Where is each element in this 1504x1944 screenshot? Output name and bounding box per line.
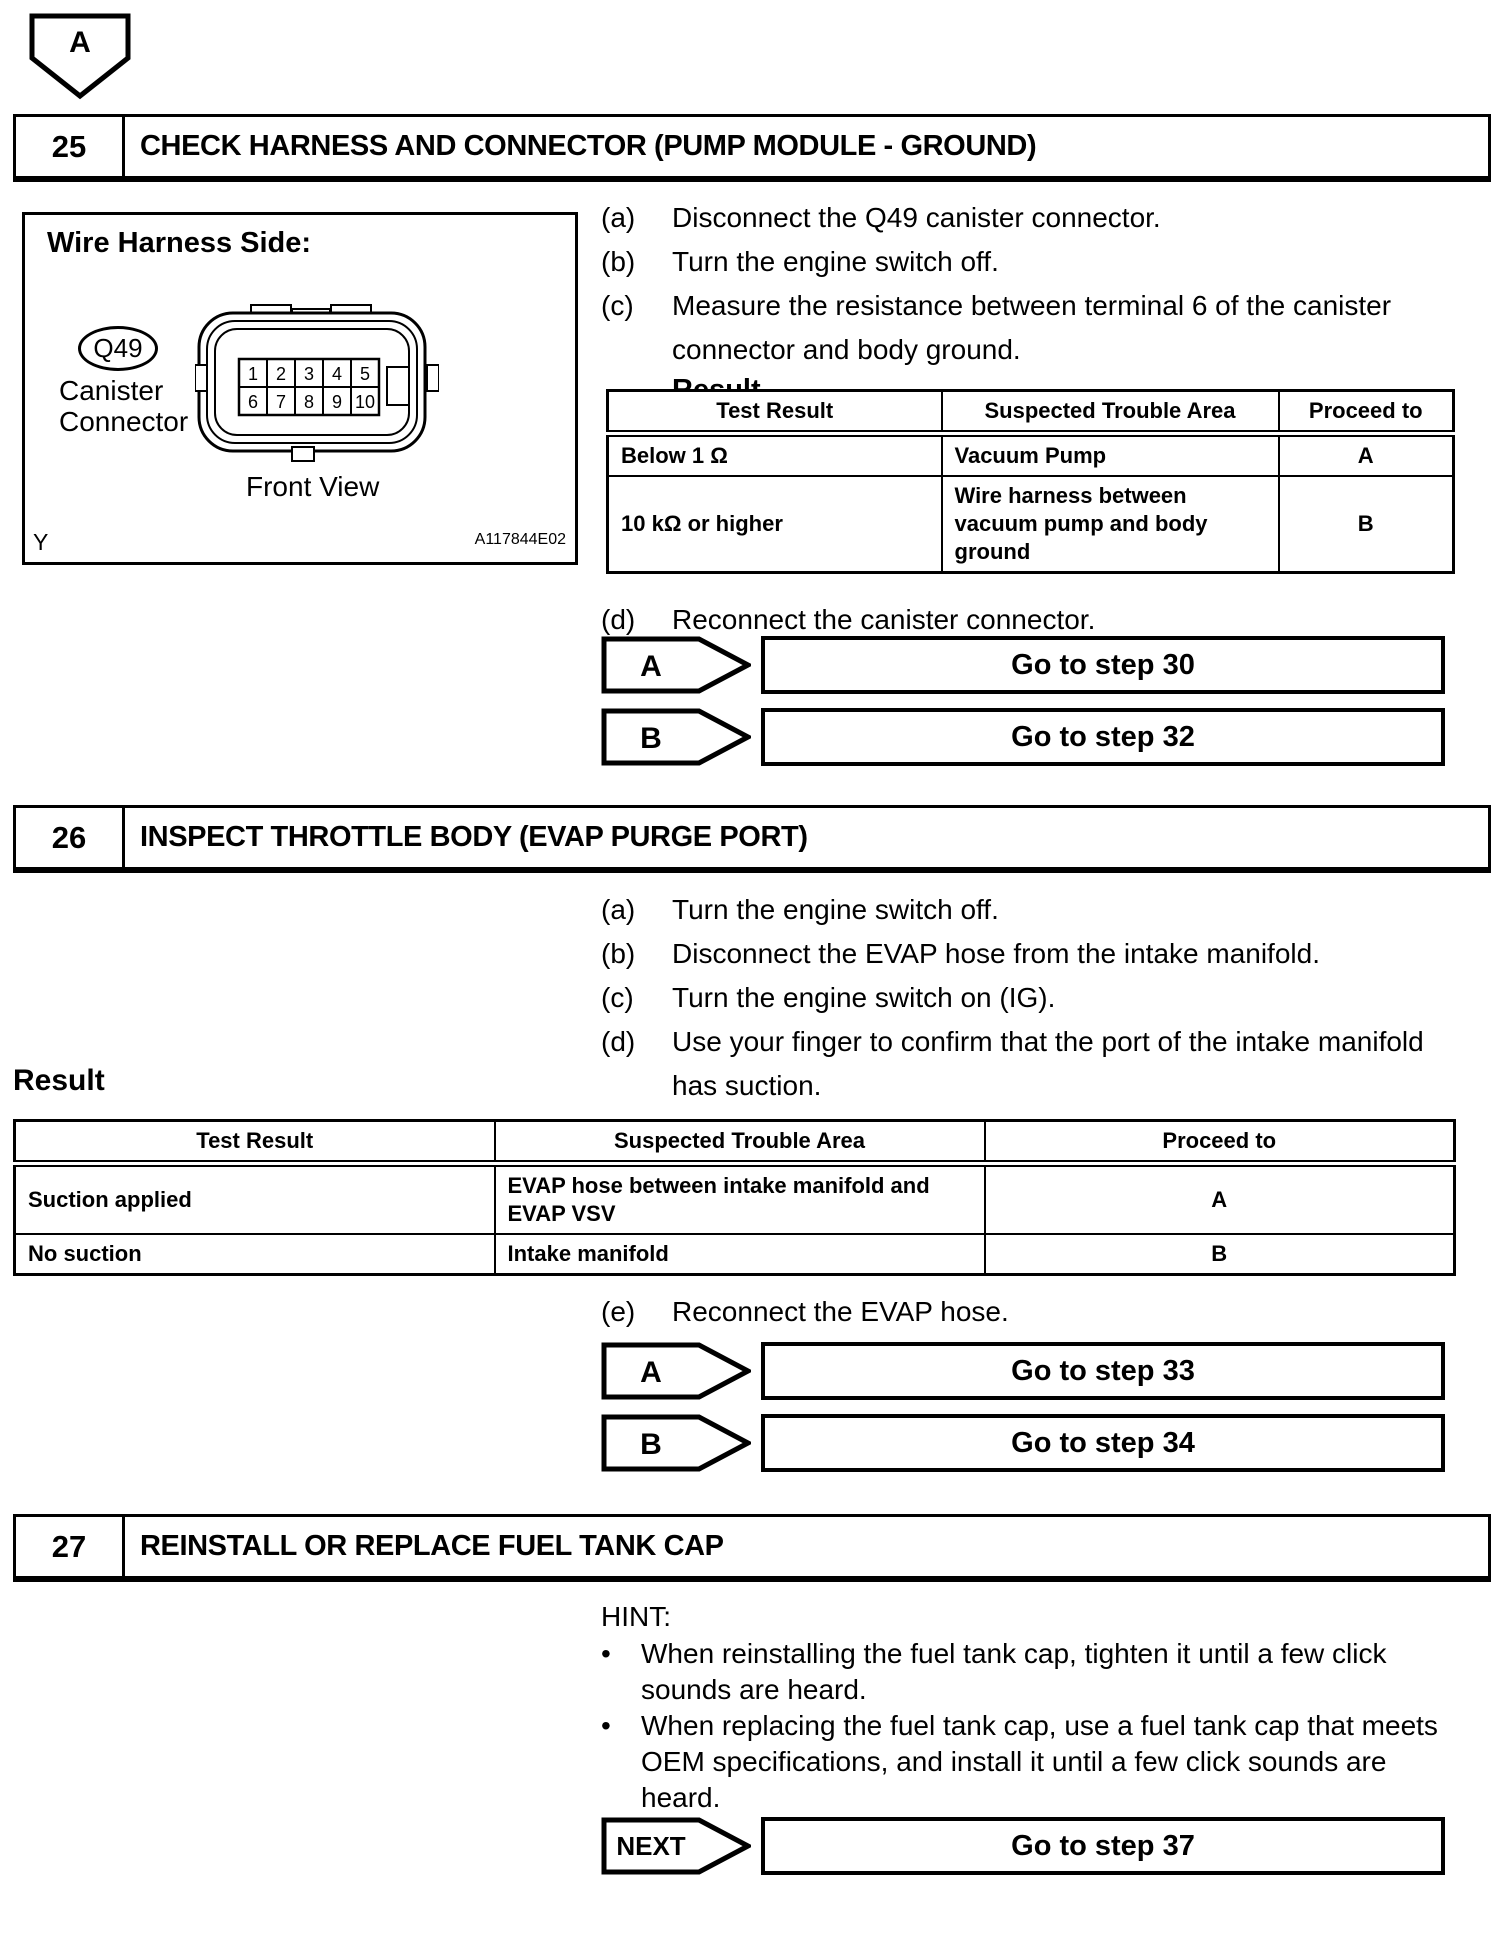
step-27-hint — [601, 1598, 1461, 1816]
table-header-row — [15, 1121, 1455, 1164]
step-25-header — [13, 114, 1491, 182]
branch-label: B — [640, 722, 662, 755]
table-header-row — [608, 391, 1454, 434]
substep-marker: (a) — [601, 202, 636, 233]
flow-connector-label: A — [69, 26, 91, 59]
hint-text: When reinstalling the fuel tank cap, tighten it until a few click sounds are heard. — [641, 1638, 1387, 1705]
step-26-number: 26 — [16, 808, 125, 867]
figure-corner-mark: Y — [33, 529, 49, 555]
substep-text: Reconnect the canister connector. — [672, 604, 1096, 635]
substep-text: Disconnect the EVAP hose from the intake manifold. — [672, 938, 1320, 969]
branch-a-arrow-icon — [601, 636, 751, 694]
branch-row-next — [601, 1817, 1445, 1875]
substep-text: Turn the engine switch on (IG). — [672, 982, 1056, 1013]
next-arrow-icon — [601, 1817, 751, 1875]
figure-caption: Front View — [246, 471, 380, 502]
branch-action: Go to step 30 — [761, 636, 1445, 694]
flow-connector-arrow-icon — [28, 12, 132, 102]
step-26-title: INSPECT THROTTLE BODY (EVAP PURGE PORT) — [140, 821, 808, 853]
column-header: Suspected Trouble Area — [942, 391, 1279, 434]
step-27-title: REINSTALL OR REPLACE FUEL TANK CAP — [140, 1530, 724, 1562]
test-result-cell: Suction applied — [15, 1164, 495, 1235]
column-header: Suspected Trouble Area — [495, 1121, 985, 1164]
branch-label: A — [640, 1356, 662, 1389]
branch-action: Go to step 32 — [761, 708, 1445, 766]
test-result-cell: Below 1 Ω — [608, 434, 942, 477]
branch-label: A — [640, 650, 662, 683]
step-26-header — [13, 805, 1491, 873]
column-header: Test Result — [608, 391, 942, 434]
branch-row-a — [601, 1342, 1445, 1400]
branch-row-b — [601, 708, 1445, 766]
bullet-icon: • — [601, 1638, 611, 1669]
connector-front-view-diagram — [195, 303, 439, 465]
substep — [601, 932, 1451, 976]
substep — [601, 284, 1451, 372]
result-table-step-25 — [606, 389, 1455, 574]
substep — [601, 1020, 1451, 1108]
substep-marker: (d) — [601, 604, 636, 635]
column-header: Test Result — [15, 1121, 495, 1164]
trouble-area-cell: EVAP hose between intake manifold and EVAP VSV — [495, 1164, 985, 1235]
step-26-post-step — [601, 1290, 1451, 1334]
substep-text: Turn the engine switch off. — [672, 894, 999, 925]
substep-text: Measure the resistance between terminal 6 of the canister connector and body ground. — [672, 290, 1392, 365]
branch-a-arrow-icon — [601, 1342, 751, 1400]
column-header: Proceed to — [985, 1121, 1455, 1164]
connector-name-line2: Connector — [59, 406, 189, 437]
svg-text:6: 6 — [247, 392, 259, 412]
branch-action: Go to step 37 — [761, 1817, 1445, 1875]
svg-text:2: 2 — [275, 364, 287, 384]
result-table-step-26 — [13, 1119, 1456, 1276]
hint-label: HINT: — [601, 1601, 671, 1632]
substep — [601, 976, 1451, 1020]
substep-marker: (b) — [601, 246, 636, 277]
figure-code: A117844E02 — [474, 531, 566, 548]
svg-text:9: 9 — [331, 392, 343, 412]
trouble-area-cell: Wire harness between vacuum pump and body ground — [942, 476, 1279, 573]
substep-marker: (b) — [601, 938, 636, 969]
step-26-substeps — [601, 888, 1451, 1108]
substep-marker: (d) — [601, 1026, 636, 1057]
figure-title: Wire Harness Side: — [47, 227, 312, 259]
result-label: Result — [13, 1064, 105, 1097]
proceed-to-cell: A — [985, 1164, 1455, 1235]
connector-name-label — [59, 375, 188, 437]
branch-action: Go to step 33 — [761, 1342, 1445, 1400]
test-result-cell: No suction — [15, 1234, 495, 1275]
substep-text: Turn the engine switch off. — [672, 246, 999, 277]
substep-text: Disconnect the Q49 canister connector. — [672, 202, 1161, 233]
table-row — [608, 434, 1454, 477]
column-header: Proceed to — [1279, 391, 1454, 434]
step-27-number: 27 — [16, 1517, 125, 1576]
hint-text: When replacing the fuel tank cap, use a fuel tank cap that meets OEM specifications, and install it until a few click sounds are heard. — [641, 1710, 1438, 1813]
trouble-area-cell: Intake manifold — [495, 1234, 985, 1275]
figure-box — [22, 212, 578, 565]
step-25-number: 25 — [16, 117, 125, 176]
svg-text:8: 8 — [303, 392, 315, 412]
svg-text:3: 3 — [303, 364, 315, 384]
svg-text:5: 5 — [359, 364, 371, 384]
svg-text:7: 7 — [275, 392, 287, 412]
substep-text: Reconnect the EVAP hose. — [672, 1296, 1009, 1327]
substep — [601, 888, 1451, 932]
branch-b-arrow-icon — [601, 1414, 751, 1472]
substep-marker: (c) — [601, 982, 634, 1013]
branch-label: B — [640, 1428, 662, 1461]
substep-marker: (e) — [601, 1296, 636, 1327]
substep — [601, 240, 1451, 284]
svg-text:4: 4 — [331, 364, 343, 384]
hint-item — [601, 1708, 1461, 1816]
bullet-icon: • — [601, 1710, 611, 1741]
proceed-to-cell: B — [1279, 476, 1454, 573]
svg-text:10: 10 — [354, 392, 376, 412]
branch-row-a — [601, 636, 1445, 694]
substep-marker: (c) — [601, 290, 634, 321]
step-27-header — [13, 1514, 1491, 1582]
branch-b-arrow-icon — [601, 708, 751, 766]
step-25-title: CHECK HARNESS AND CONNECTOR (PUMP MODULE - GROUND) — [140, 130, 1037, 162]
hint-item — [601, 1636, 1461, 1708]
branch-action: Go to step 34 — [761, 1414, 1445, 1472]
svg-text:1: 1 — [247, 364, 259, 384]
step-25-substeps — [601, 196, 1451, 407]
branch-row-b — [601, 1414, 1445, 1472]
table-row — [608, 476, 1454, 573]
branch-label: NEXT — [616, 1831, 686, 1861]
proceed-to-cell: B — [985, 1234, 1455, 1275]
substep — [601, 196, 1451, 240]
test-result-cell: 10 kΩ or higher — [608, 476, 942, 573]
proceed-to-cell: A — [1279, 434, 1454, 477]
substep-marker: (a) — [601, 894, 636, 925]
flow-connector-marker — [28, 12, 132, 107]
table-row — [15, 1164, 1455, 1235]
substep-text: Use your finger to confirm that the port of the intake manifold has suction. — [672, 1026, 1424, 1101]
connector-name-line1: Canister — [59, 375, 164, 406]
trouble-area-cell: Vacuum Pump — [942, 434, 1279, 477]
connector-id-badge: Q49 — [78, 326, 158, 371]
table-row — [15, 1234, 1455, 1275]
substep — [601, 1290, 1451, 1334]
